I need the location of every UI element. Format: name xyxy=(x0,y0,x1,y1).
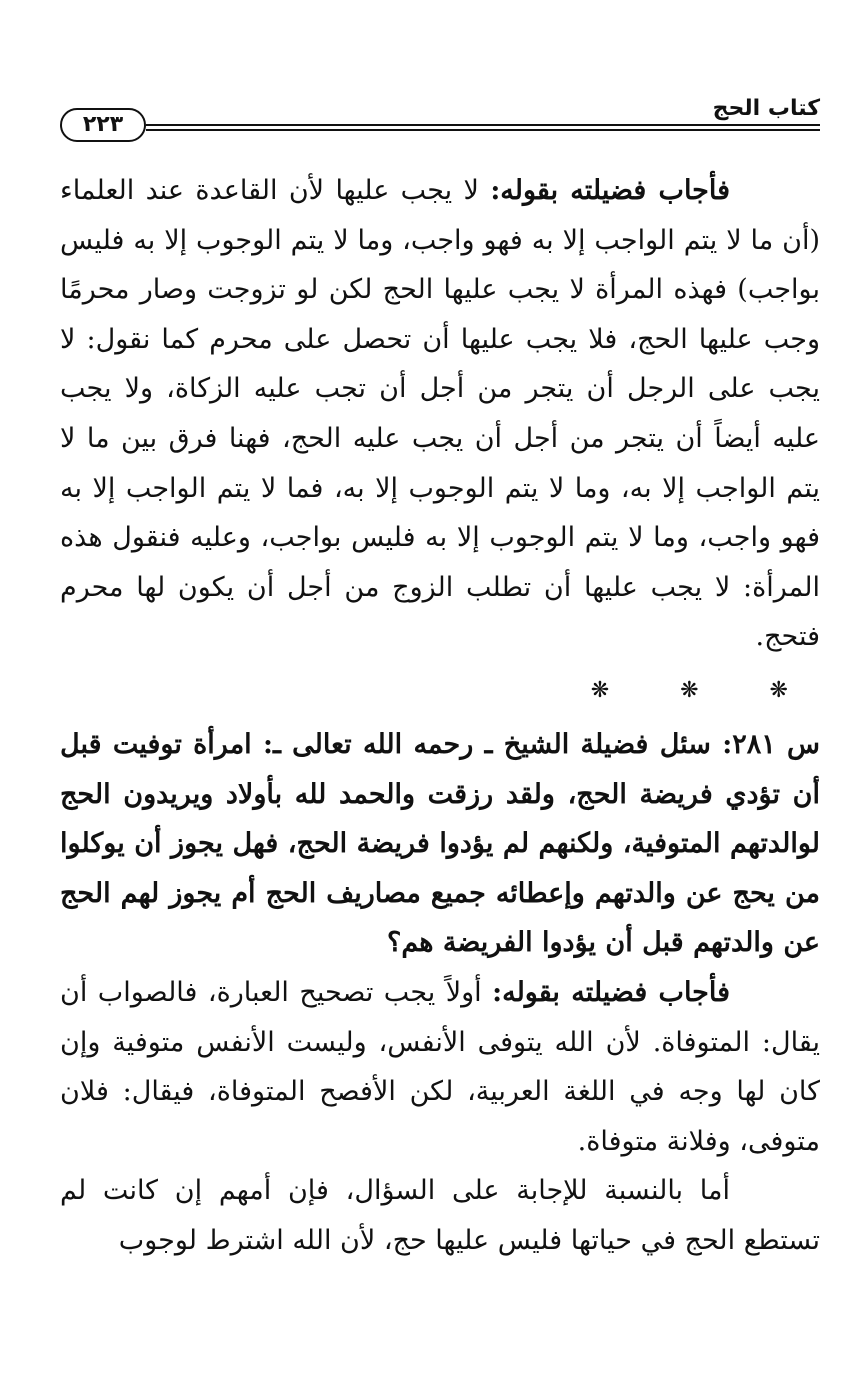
header-rule-bottom xyxy=(146,129,820,131)
page-body xyxy=(60,166,820,1265)
answer-paragraph-1 xyxy=(60,166,820,662)
answer-label: فأجاب فضيلته بقوله: xyxy=(490,175,730,206)
answer-text: لا يجب عليها لأن القاعدة عند العلماء (أن ما لا يتم الواجب إلا به فهو واجب، وما لا يتم الوجوب إلا به فليس بواجب) فهذه المرأة لا يجب عليها الحج لكن لو تزوجت وصار محرمًا وجب عليها الحج، فلا يجب عليها أن تحصل على محرم كما نقول: لا يجب على الرجل أن يتجر من أجل أن تجب عليه الزكاة، ولا يجب عليه أيضاً أن يتجر من أجل أن يجب عليه الحج، فهنا فرق بين ما لا يتم الواجب إلا به، وما لا يتم الوجوب إلا به، فما لا يتم الواجب إلا به فهو واجب، وما لا يتم الوجوب إلا به فليس بواجب، وعليه فنقول هذه المرأة: لا يجب عليها أن تطلب الزوج من أجل أن يكون لها محرم فتحج. xyxy=(60,175,820,653)
answer-label: فأجاب فضيلته بقوله: xyxy=(492,976,730,1008)
body-paragraph-3: أما بالنسبة للإجابة على السؤال، فإن أمهم إن كانت لم تستطع الحج في حياتها فليس عليها حج، لأن الله اشترط لوجوب xyxy=(60,1175,820,1256)
answer-paragraph-2 xyxy=(60,968,820,1166)
section-separator: ❋ ❋ ❋ xyxy=(590,677,820,703)
header-rule-top xyxy=(146,124,820,126)
question-paragraph: س ٢٨١: سئل فضيلة الشيخ ـ رحمه الله تعالى ـ: امرأة توفيت قبل أن تؤدي فريضة الحج، ولقد رزقت والحمد لله بأولاد ويريدون الحج لوالدتهم المتوفية، ولكنهم لم يؤدوا فريضة الحج، فهل يجوز أن يوكلوا من يحج عن والدتهم وإعطائه جميع مصاريف الحج أم يجوز لهم الحج عن والدتهم قبل أن يؤدوا الفريضة هم؟ xyxy=(60,728,821,959)
running-title: كتاب الحج xyxy=(712,96,820,121)
answer-text: أولاً يجب تصحيح العبارة، فالصواب أن يقال: المتوفاة. لأن الله يتوفى الأنفس، وليست الأنفس متوفية وإن كان لها وجه في اللغة العربية، لكن الأفصح المتوفاة، فيقال: فلان متوفى، وفلانة متوفاة. xyxy=(60,976,820,1157)
page-number-badge: ٢٢٣ xyxy=(60,108,146,142)
page-header xyxy=(60,96,820,148)
